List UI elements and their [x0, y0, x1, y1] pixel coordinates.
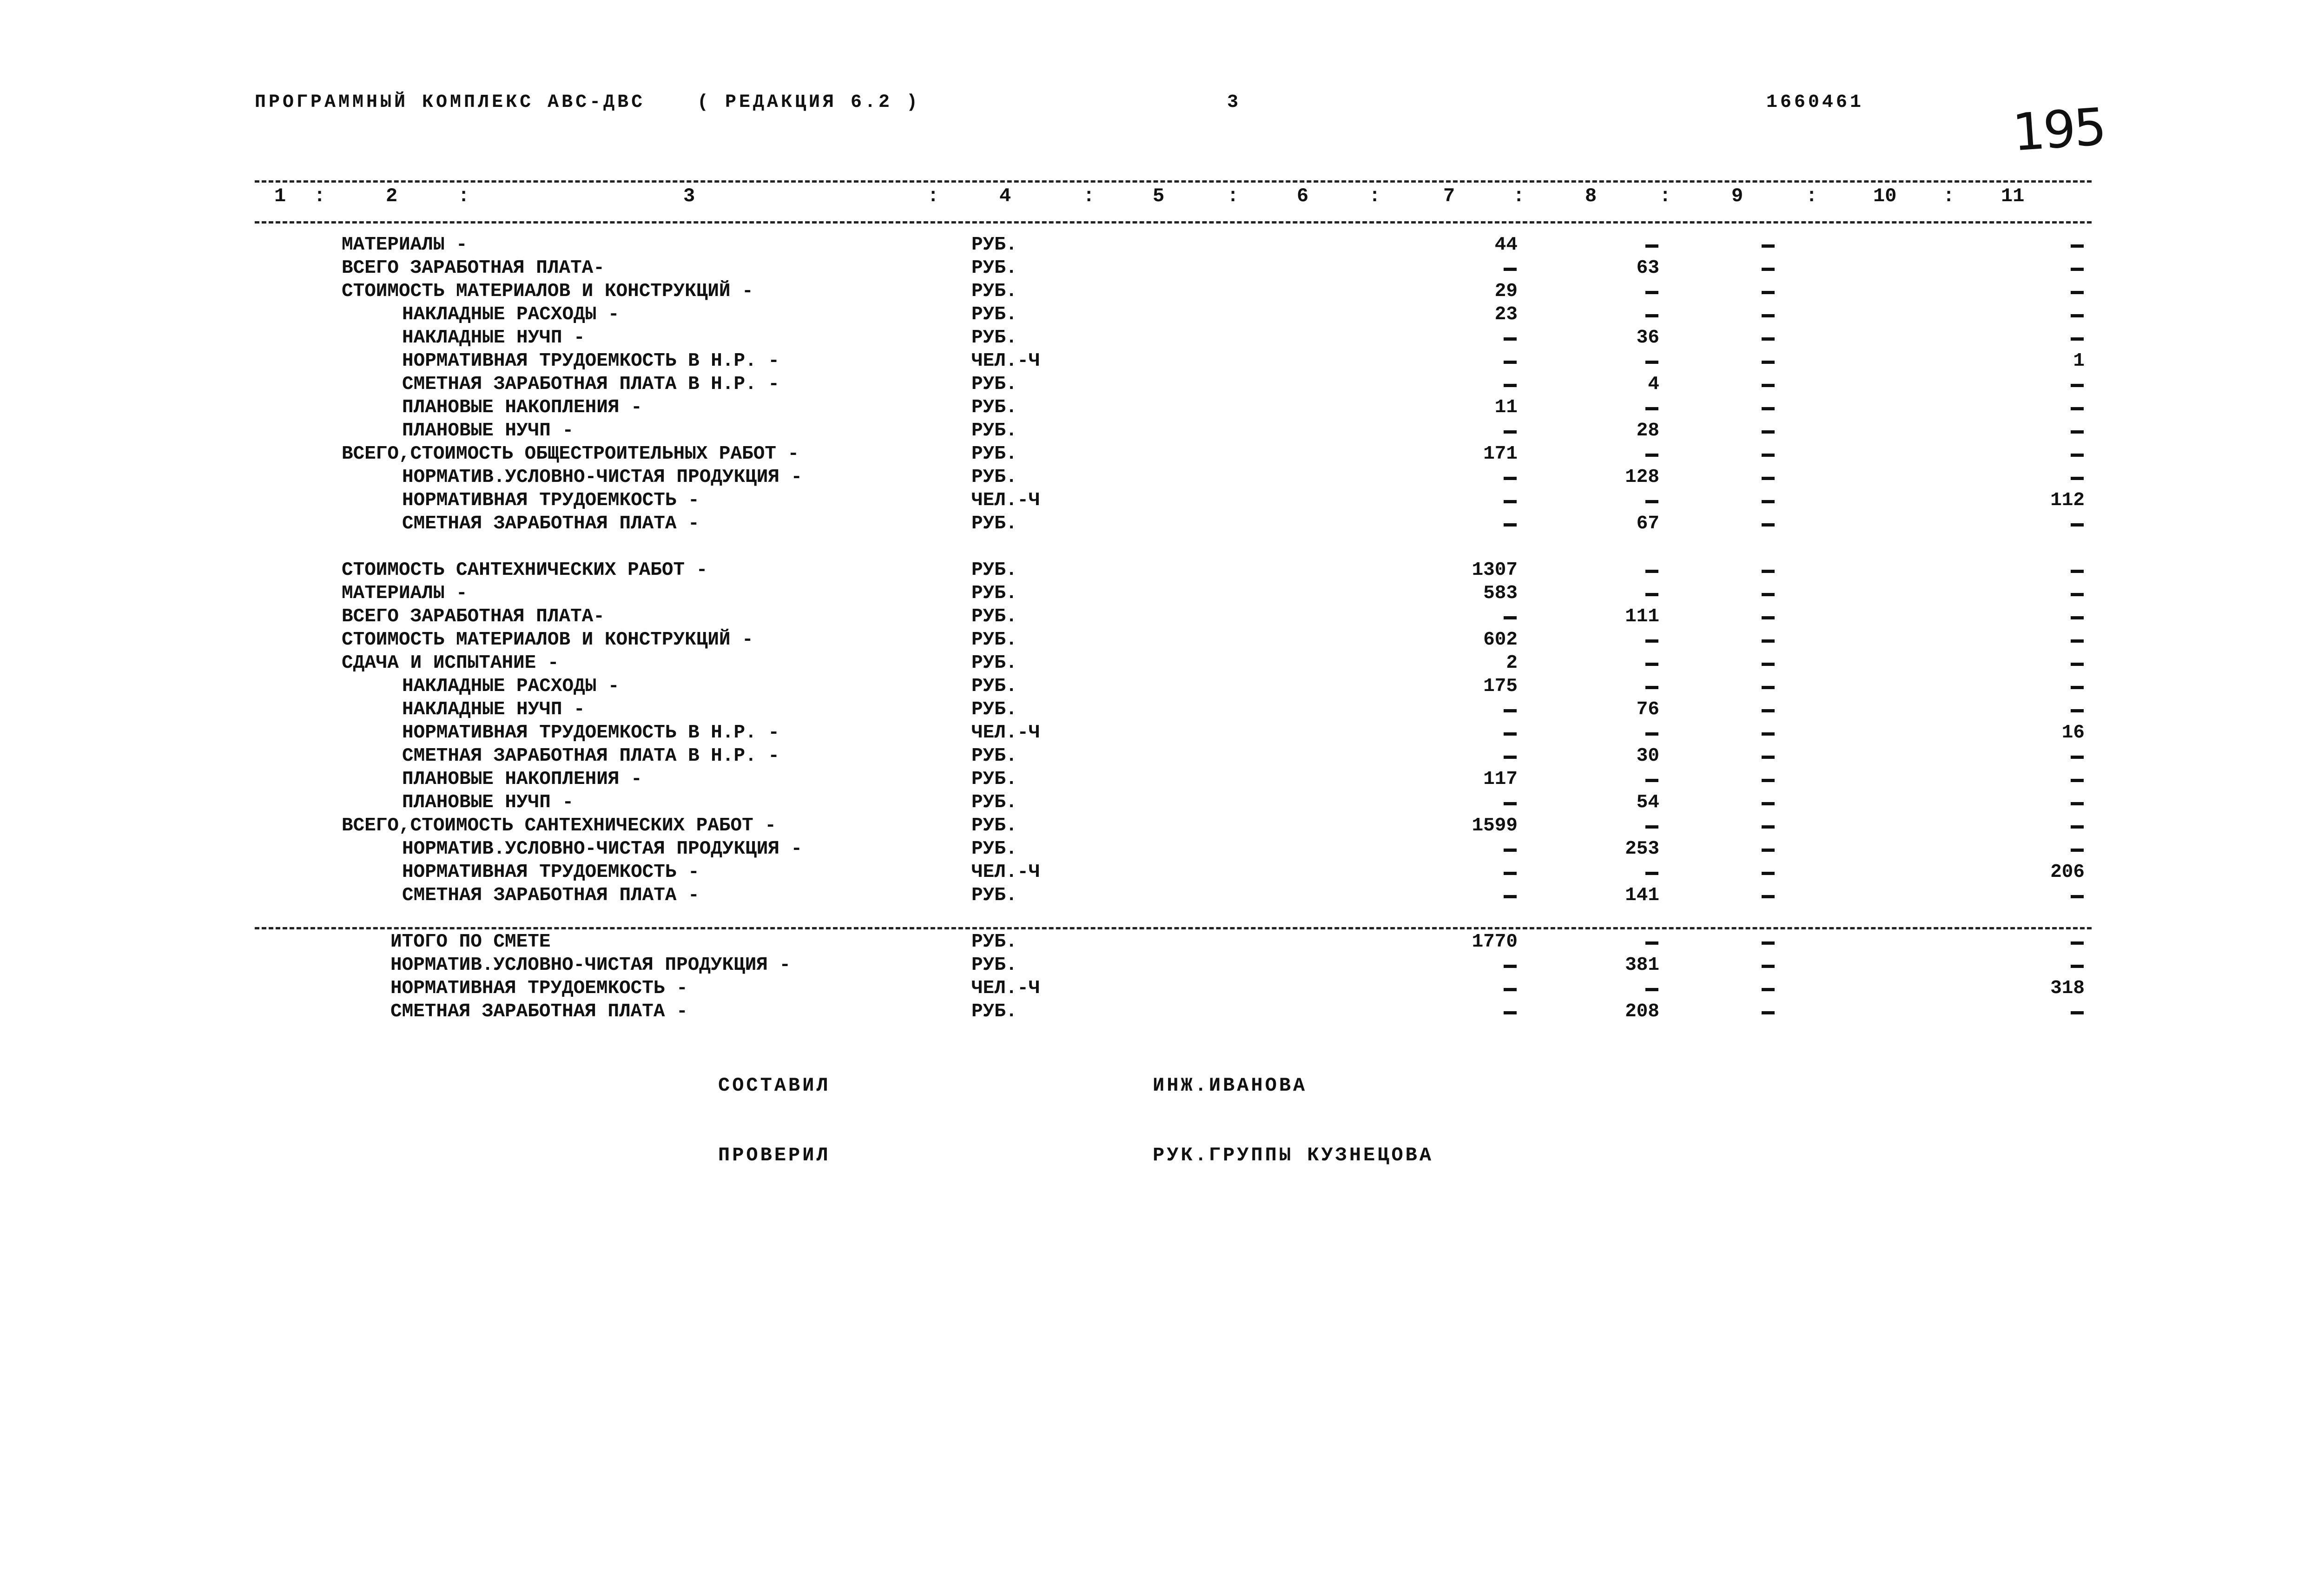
row-col8: 36 [1636, 327, 1659, 349]
column-header-5: 5 [1153, 185, 1165, 207]
row-unit: ЧЕЛ.-Ч [971, 722, 1040, 744]
row-col9-dash [1762, 314, 1775, 317]
row-col9-dash [1762, 732, 1775, 736]
column-header-6: 6 [1297, 185, 1309, 207]
row-col7-dash [1504, 709, 1517, 712]
row-col9-dash [1762, 268, 1775, 271]
row-unit: РУБ. [971, 699, 1017, 720]
row-col8-dash [1645, 732, 1658, 736]
row-col11-dash [2071, 593, 2084, 596]
row-col9-dash [1762, 849, 1775, 852]
row-col9-dash [1762, 895, 1775, 898]
row-label: НОРМАТИВ.УСЛОВНО-ЧИСТАЯ ПРОДУКЦИЯ - [390, 954, 791, 976]
row-col9-dash [1762, 686, 1775, 689]
column-separator: : [1083, 185, 1095, 207]
row-unit: РУБ. [971, 583, 1017, 604]
row-col11-dash [2071, 477, 2084, 480]
row-col7-dash [1504, 268, 1517, 271]
row-col9-dash [1762, 663, 1775, 666]
row-unit: РУБ. [971, 792, 1017, 813]
column-header-11: 11 [2001, 185, 2025, 207]
row-unit: РУБ. [971, 954, 1017, 976]
row-col9-dash [1762, 825, 1775, 829]
column-separator: : [1806, 185, 1818, 207]
row-unit: РУБ. [971, 652, 1017, 674]
row-col9-dash [1762, 616, 1775, 619]
row-col7-dash [1504, 384, 1517, 387]
row-unit: РУБ. [971, 629, 1017, 651]
row-col7-dash [1504, 872, 1517, 875]
row-label: ВСЕГО ЗАРАБОТНАЯ ПЛАТА- [342, 257, 605, 279]
totals-rule [255, 927, 2092, 929]
row-col11-dash [2071, 244, 2084, 248]
row-col8: 67 [1636, 513, 1659, 534]
sheet-number: 3 [1227, 92, 1241, 113]
row-col7: 175 [1483, 676, 1518, 697]
row-col11-dash [2071, 407, 2084, 410]
row-col8-dash [1645, 686, 1658, 689]
row-col7-dash [1504, 1011, 1517, 1014]
row-col9-dash [1762, 523, 1775, 526]
row-col7: 117 [1483, 769, 1518, 790]
program-title: ПРОГРАММНЫЙ КОМПЛЕКС АВС-ДВС [255, 92, 646, 113]
row-col11-dash [2071, 523, 2084, 526]
row-col7-dash [1504, 732, 1517, 736]
row-col7: 1599 [1472, 815, 1518, 836]
row-col7: 2 [1506, 652, 1518, 674]
row-label: СТОИМОСТЬ САНТЕХНИЧЕСКИХ РАБОТ - [342, 559, 708, 581]
row-col8-dash [1645, 639, 1658, 643]
row-col9-dash [1762, 361, 1775, 364]
row-label: ПЛАНОВЫЕ НАКОПЛЕНИЯ - [402, 769, 642, 790]
row-col8-dash [1645, 779, 1658, 782]
row-unit: РУБ. [971, 467, 1017, 488]
row-col9-dash [1762, 593, 1775, 596]
row-label: МАТЕРИАЛЫ - [342, 234, 468, 256]
row-col9-dash [1762, 500, 1775, 503]
row-col8-dash [1645, 291, 1658, 294]
row-label: ПЛАНОВЫЕ НУЧП - [402, 420, 574, 441]
column-separator: : [1943, 185, 1955, 207]
row-col11-dash [2071, 384, 2084, 387]
row-col11-dash [2071, 454, 2084, 457]
compiled-name: ИНЖ.ИВАНОВА [1153, 1074, 1307, 1097]
row-label: НОРМАТИВ.УСЛОВНО-ЧИСТАЯ ПРОДУКЦИЯ - [402, 838, 803, 860]
row-col8: 208 [1625, 1001, 1659, 1022]
row-label: НАКЛАДНЫЕ РАСХОДЫ - [402, 676, 620, 697]
row-col7-dash [1504, 337, 1517, 341]
row-label: МАТЕРИАЛЫ - [342, 583, 468, 604]
row-col8-dash [1645, 407, 1658, 410]
row-col7: 1307 [1472, 559, 1518, 581]
row-col8: 111 [1625, 606, 1659, 627]
column-separator: : [927, 185, 939, 207]
row-col7: 23 [1494, 304, 1518, 325]
row-col8-dash [1645, 825, 1658, 829]
row-col11-dash [2071, 965, 2084, 968]
row-label: НОРМАТИВНАЯ ТРУДОЕМКОСТЬ В Н.Р. - [402, 722, 779, 744]
row-unit: РУБ. [971, 676, 1017, 697]
row-col11-dash [2071, 639, 2084, 643]
row-col8-dash [1645, 314, 1658, 317]
handwritten-page-number: 195 [2010, 97, 2107, 163]
row-label: НАКЛАДНЫЕ РАСХОДЫ - [402, 304, 620, 325]
column-separator: : [1369, 185, 1381, 207]
row-label: ПЛАНОВЫЕ НАКОПЛЕНИЯ - [402, 397, 642, 418]
row-col9-dash [1762, 430, 1775, 434]
row-label: СМЕТНАЯ ЗАРАБОТНАЯ ПЛАТА В Н.Р. - [402, 374, 779, 395]
compiled-label: СОСТАВИЛ [718, 1074, 831, 1097]
column-header-1: 1 [274, 185, 286, 207]
row-col11-dash [2071, 430, 2084, 434]
row-unit: РУБ. [971, 257, 1017, 279]
header-rule-bottom [255, 221, 2092, 224]
checked-label: ПРОВЕРИЛ [718, 1144, 831, 1166]
row-unit: ЧЕЛ.-Ч [971, 490, 1040, 511]
row-col8: 381 [1625, 954, 1659, 976]
column-header-10: 10 [1873, 185, 1897, 207]
row-col11: 206 [2050, 862, 2085, 883]
row-col7-dash [1504, 523, 1517, 526]
row-unit: РУБ. [971, 443, 1017, 465]
row-unit: РУБ. [971, 281, 1017, 302]
row-label: СМЕТНАЯ ЗАРАБОТНАЯ ПЛАТА - [402, 885, 700, 906]
row-unit: РУБ. [971, 885, 1017, 906]
row-unit: РУБ. [971, 327, 1017, 349]
row-col11-dash [2071, 709, 2084, 712]
row-unit: РУБ. [971, 815, 1017, 836]
row-label: СТОИМОСТЬ МАТЕРИАЛОВ И КОНСТРУКЦИЙ - [342, 629, 753, 651]
row-col7-dash [1504, 616, 1517, 619]
row-unit: ЧЕЛ.-Ч [971, 862, 1040, 883]
row-label: НОРМАТИВНАЯ ТРУДОЕМКОСТЬ - [390, 978, 688, 999]
row-col7-dash [1504, 988, 1517, 991]
row-col9-dash [1762, 384, 1775, 387]
row-col8: 253 [1625, 838, 1659, 860]
row-col11-dash [2071, 268, 2084, 271]
row-col8-dash [1645, 663, 1658, 666]
row-col7: 44 [1494, 234, 1518, 256]
row-col8-dash [1645, 570, 1658, 573]
row-col8-dash [1645, 988, 1658, 991]
row-col8-dash [1645, 454, 1658, 457]
row-col8-dash [1645, 500, 1658, 503]
row-col8: 76 [1636, 699, 1659, 720]
row-col9-dash [1762, 802, 1775, 805]
row-unit: РУБ. [971, 931, 1017, 953]
row-col7: 11 [1494, 397, 1518, 418]
row-col9-dash [1762, 779, 1775, 782]
row-unit: РУБ. [971, 397, 1017, 418]
row-col11-dash [2071, 941, 2084, 945]
row-col8: 28 [1636, 420, 1659, 441]
row-col8: 4 [1648, 374, 1659, 395]
row-label: НОРМАТИВНАЯ ТРУДОЕМКОСТЬ В Н.Р. - [402, 350, 779, 372]
row-col7-dash [1504, 477, 1517, 480]
row-col7-dash [1504, 361, 1517, 364]
row-col11-dash [2071, 779, 2084, 782]
row-label: НОРМАТИВНАЯ ТРУДОЕМКОСТЬ - [402, 862, 700, 883]
row-col11-dash [2071, 1011, 2084, 1014]
row-col11: 1 [2073, 350, 2085, 372]
row-col11: 16 [2061, 722, 2085, 744]
row-label: СДАЧА И ИСПЫТАНИЕ - [342, 652, 559, 674]
row-unit: РУБ. [971, 420, 1017, 441]
row-col9-dash [1762, 639, 1775, 643]
row-col11-dash [2071, 663, 2084, 666]
row-col11-dash [2071, 291, 2084, 294]
row-col11-dash [2071, 314, 2084, 317]
column-header-8: 8 [1585, 185, 1597, 207]
row-label: ВСЕГО,СТОИМОСТЬ ОБЩЕСТРОИТЕЛЬНЫХ РАБОТ - [342, 443, 799, 465]
row-label: ВСЕГО,СТОИМОСТЬ САНТЕХНИЧЕСКИХ РАБОТ - [342, 815, 776, 836]
row-col9-dash [1762, 941, 1775, 945]
row-col7-dash [1504, 500, 1517, 503]
row-col7: 1770 [1472, 931, 1518, 953]
row-unit: РУБ. [971, 745, 1017, 767]
row-unit: РУБ. [971, 234, 1017, 256]
column-header-2: 2 [386, 185, 398, 207]
row-col9-dash [1762, 988, 1775, 991]
row-label: ИТОГО ПО СМЕТЕ [390, 931, 551, 953]
column-separator: : [1513, 185, 1525, 207]
edition-label: ( РЕДАКЦИЯ 6.2 ) [697, 92, 921, 113]
row-col7-dash [1504, 849, 1517, 852]
row-label: НОРМАТИВНАЯ ТРУДОЕМКОСТЬ - [402, 490, 700, 511]
row-col8: 128 [1625, 467, 1659, 488]
row-unit: РУБ. [971, 1001, 1017, 1022]
row-label: ВСЕГО ЗАРАБОТНАЯ ПЛАТА- [342, 606, 605, 627]
row-col9-dash [1762, 454, 1775, 457]
column-separator: : [314, 185, 326, 207]
row-col7: 602 [1483, 629, 1518, 651]
row-col8: 54 [1636, 792, 1659, 813]
row-col9-dash [1762, 709, 1775, 712]
row-col11-dash [2071, 849, 2084, 852]
column-header-4: 4 [999, 185, 1011, 207]
row-col9-dash [1762, 872, 1775, 875]
row-col9-dash [1762, 570, 1775, 573]
column-header-7: 7 [1443, 185, 1455, 207]
row-col9-dash [1762, 477, 1775, 480]
row-col9-dash [1762, 965, 1775, 968]
row-label: НАКЛАДНЫЕ НУЧП - [402, 699, 585, 720]
row-col8-dash [1645, 244, 1658, 248]
row-col9-dash [1762, 407, 1775, 410]
row-col7: 171 [1483, 443, 1518, 465]
row-label: СМЕТНАЯ ЗАРАБОТНАЯ ПЛАТА В Н.Р. - [402, 745, 779, 767]
row-unit: РУБ. [971, 769, 1017, 790]
header-rule-top [255, 180, 2092, 183]
row-col9-dash [1762, 291, 1775, 294]
row-label: СМЕТНАЯ ЗАРАБОТНАЯ ПЛАТА - [390, 1001, 688, 1022]
row-col8: 141 [1625, 885, 1659, 906]
row-col11-dash [2071, 337, 2084, 341]
row-col9-dash [1762, 244, 1775, 248]
checked-name: РУК.ГРУППЫ КУЗНЕЦОВА [1153, 1144, 1434, 1166]
row-label: СМЕТНАЯ ЗАРАБОТНАЯ ПЛАТА - [402, 513, 700, 534]
document-number: 1660461 [1766, 92, 1864, 113]
row-col7-dash [1504, 895, 1517, 898]
row-col8: 63 [1636, 257, 1659, 279]
row-col7: 583 [1483, 583, 1518, 604]
column-separator: : [1659, 185, 1671, 207]
row-col11-dash [2071, 570, 2084, 573]
row-label: ПЛАНОВЫЕ НУЧП - [402, 792, 574, 813]
row-col9-dash [1762, 1011, 1775, 1014]
row-col11-dash [2071, 616, 2084, 619]
row-col11: 112 [2050, 490, 2085, 511]
row-col8: 30 [1636, 745, 1659, 767]
row-unit: ЧЕЛ.-Ч [971, 978, 1040, 999]
row-label: СТОИМОСТЬ МАТЕРИАЛОВ И КОНСТРУКЦИЙ - [342, 281, 753, 302]
column-header-3: 3 [683, 185, 695, 207]
row-col11-dash [2071, 895, 2084, 898]
row-unit: ЧЕЛ.-Ч [971, 350, 1040, 372]
column-header-9: 9 [1731, 185, 1743, 207]
column-separator: : [1227, 185, 1239, 207]
row-unit: РУБ. [971, 304, 1017, 325]
row-unit: РУБ. [971, 606, 1017, 627]
row-col11-dash [2071, 756, 2084, 759]
row-unit: РУБ. [971, 838, 1017, 860]
row-col11-dash [2071, 686, 2084, 689]
row-label: НАКЛАДНЫЕ НУЧП - [402, 327, 585, 349]
row-col11-dash [2071, 825, 2084, 829]
row-col11-dash [2071, 802, 2084, 805]
row-col8-dash [1645, 361, 1658, 364]
row-col7-dash [1504, 756, 1517, 759]
row-unit: РУБ. [971, 559, 1017, 581]
row-unit: РУБ. [971, 513, 1017, 534]
column-separator: : [458, 185, 470, 207]
row-col8-dash [1645, 872, 1658, 875]
row-col7: 29 [1494, 281, 1518, 302]
row-col7-dash [1504, 965, 1517, 968]
row-col9-dash [1762, 756, 1775, 759]
row-label: НОРМАТИВ.УСЛОВНО-ЧИСТАЯ ПРОДУКЦИЯ - [402, 467, 803, 488]
row-col11: 318 [2050, 978, 2085, 999]
row-col8-dash [1645, 941, 1658, 945]
row-col7-dash [1504, 430, 1517, 434]
row-col8-dash [1645, 593, 1658, 596]
row-unit: РУБ. [971, 374, 1017, 395]
row-col9-dash [1762, 337, 1775, 341]
row-col7-dash [1504, 802, 1517, 805]
